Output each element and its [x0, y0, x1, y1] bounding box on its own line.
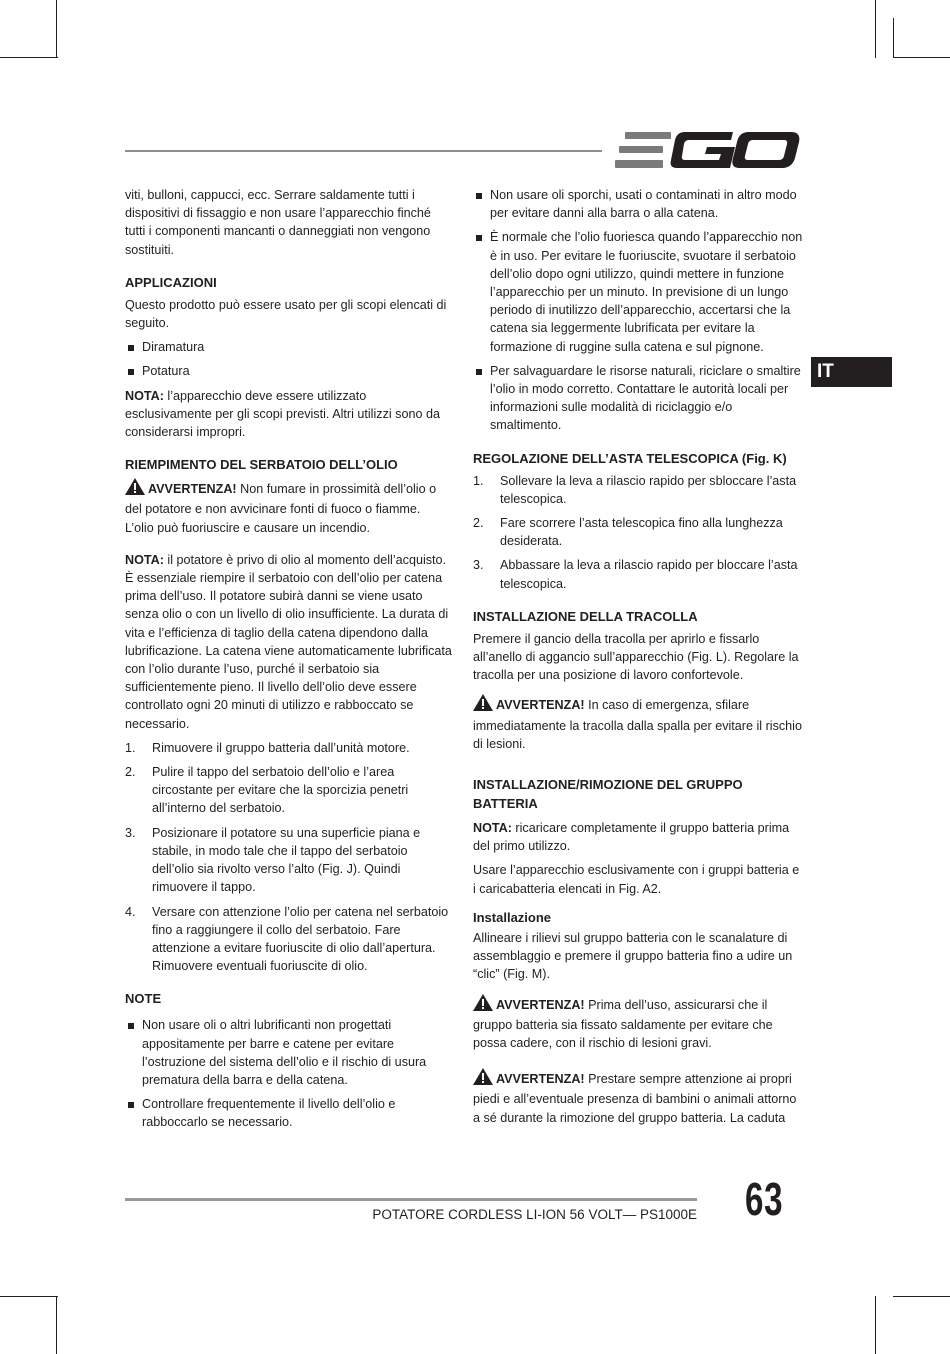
warning-text: Prestare sempre attenzione ai propri piedi e all’eventuale presenza di bambini o animali attorno a sé durante la rimozione del gruppo batteria. La caduta: [473, 1072, 797, 1125]
list-item: [125, 739, 452, 757]
note-list: [125, 1016, 452, 1131]
crop-mark: [875, 0, 876, 58]
note-label: NOTA:: [473, 821, 512, 836]
section-riempimento: [125, 455, 452, 975]
list-item: [125, 338, 452, 356]
list-item: [473, 228, 803, 355]
bullet-square-icon: [128, 369, 134, 375]
section-applicazioni: [125, 273, 452, 441]
right-column: [473, 186, 803, 1133]
installazione-text: Allineare i rilievi sul gruppo batteria con le scanalature di assemblaggio e premere il gruppo batteria fino a udire un “clic” (Fig. M).: [473, 930, 793, 982]
warning-triangle-icon: [473, 1068, 493, 1090]
applicazioni-text: Questo prodotto può essere usato per gli scopi elencati di seguito.: [125, 297, 447, 331]
crop-mark: [893, 1296, 950, 1297]
intro-paragraph: viti, bulloni, cappucci, ecc. Serrare saldamente tutti i dispositivi di fissaggio e non usare l’apparecchio finché tutti i componenti mancanti o danneggiati non vengono sostituiti.: [125, 188, 431, 257]
note-label: NOTA:: [125, 552, 164, 567]
note-text: il potatore è privo di olio al momento dell’acquisto. È essenziale riempire il serbatoio con dell’olio per catena prima dell’uso. Il potatore subirà danni se viene usato senza olio o con un livello di olio insufficiente. La durata di vita e l’efficienza di taglio della catena dipendono dalla lubrificazione. La catena viene automaticamente lubrificata con l’olio durante l’uso, purché il serbatoio sia sufficientemente pieno. Il livello dell’olio deve essere controllato ogni 20 minuti di utilizzo e rabboccato se necessario.: [125, 552, 452, 731]
step-number: 3.: [125, 825, 136, 840]
warning-label: AVVERTENZA!: [496, 997, 585, 1012]
crop-mark: [0, 57, 58, 58]
list-item-text: È normale che l’olio fuoriesca quando l’apparecchio non è in uso. Per evitare le fuoriuscite, svuotare il serbatoio dell’olio dopo ogni utilizzo, quindi mettere in funzione l’apparecchio per un minuto. In previsione di un lungo periodo di inutilizzo dell’apparecchio, accertarsi che la catena sia leggermente lubrificata per evitare la formazione di ruggine sulla catena e sul pignone.: [490, 230, 803, 354]
section-batteria: [473, 775, 803, 1127]
warning-triangle-icon: [473, 694, 493, 716]
step-number: 1.: [125, 740, 136, 755]
riempimento-steps: [125, 739, 452, 975]
riempimento-heading: RIEMPIMENTO DEL SERBATOIO DELL’OLIO: [125, 457, 398, 473]
header-rule: [125, 150, 602, 152]
list-item: [125, 824, 452, 897]
step-text: Sollevare la leva a rilascio rapido per sbloccare l’asta telescopica.: [500, 473, 797, 506]
ego-logo: [615, 128, 801, 172]
list-item-text: Diramatura: [142, 340, 205, 355]
step-text: Fare scorrere l’asta telescopica fino alla lunghezza desiderata.: [500, 516, 783, 549]
footer-title: POTATORE CORDLESS LI-ION 56 VOLT— PS1000E: [372, 1207, 697, 1222]
list-item-text: Controllare frequentemente il livello dell’olio e rabboccarlo se necessario.: [142, 1097, 396, 1130]
step-text: Versare con attenzione l’olio per catena nel serbatoio fino a raggiungere il collo del serbatoio. Fare attenzione a evitare fuoriuscite di olio dall’apertura. Rimuovere eventuali fuoriuscite di olio.: [152, 904, 449, 974]
warning-label: AVVERTENZA!: [148, 482, 237, 497]
note-heading: NOTE: [125, 991, 162, 1007]
crop-mark: [56, 1296, 57, 1354]
warning-triangle-icon: [473, 994, 493, 1016]
list-item: [473, 472, 803, 508]
step-number: 2.: [473, 516, 484, 531]
crop-mark: [893, 57, 950, 58]
left-column: [125, 186, 452, 1138]
step-number: 1.: [473, 473, 484, 488]
crop-mark: [875, 1296, 876, 1354]
regolazione-steps: [473, 472, 803, 593]
batteria-text: Usare l’apparecchio esclusivamente con i gruppi batteria e i caricabatteria elencati in Fig. A2.: [473, 863, 800, 896]
note-text: ricaricare completamente il gruppo batteria prima del primo utilizzo.: [473, 821, 790, 854]
list-item-text: Per salvaguardare le risorse naturali, riciclare o smaltire l’olio in modo corretto. Contattare le autorità locali per informazioni sulle modalità di riciclaggio e/o smaltimento.: [490, 363, 801, 433]
step-text: Pulire il tappo del serbatoio dell’olio e l’area circostante per evitare che la sporcizia penetri all’interno del serbatoio.: [152, 765, 409, 816]
step-text: Rimuovere il gruppo batteria dall’unità motore.: [152, 740, 410, 755]
step-number: 2.: [125, 765, 136, 780]
list-item: [125, 1016, 452, 1089]
list-item: [125, 903, 452, 976]
note-text: l’apparecchio deve essere utilizzato esclusivamente per gli scopi previsti. Altri utilizzi sono da considerarsi impropri.: [125, 388, 440, 440]
applicazioni-heading: APPLICAZIONI: [125, 274, 217, 290]
footer-rule: [125, 1198, 697, 1201]
list-item: [125, 1095, 452, 1131]
list-item-text: Potatura: [142, 364, 190, 379]
warning-label: AVVERTENZA!: [496, 698, 585, 713]
bullet-square-icon: [476, 235, 482, 241]
riempimento-note: [125, 551, 452, 733]
installazione-subheading: Installazione: [473, 909, 552, 925]
batteria-warning-2: [473, 1068, 803, 1127]
step-text: Posizionare il potatore su una superficie piana e stabile, in modo tale che il tappo del serbatoio dell’olio sia rivolto verso l’alto (Fig. J). Quindi rimuovere il tappo.: [152, 825, 421, 895]
language-tab: IT: [811, 357, 892, 387]
step-text: Abbassare la leva a rilascio rapido per bloccare l’asta telescopica.: [500, 558, 798, 591]
list-item: [473, 556, 803, 592]
note-label: NOTA:: [125, 388, 164, 403]
applicazioni-list: [125, 338, 452, 380]
batteria-heading: INSTALLAZIONE/RIMOZIONE DEL GRUPPO BATTERIA: [473, 777, 743, 812]
crop-mark: [893, 18, 894, 58]
list-item: [473, 514, 803, 550]
page-number: 63: [745, 1173, 784, 1225]
regolazione-heading: REGOLAZIONE DELL’ASTA TELESCOPICA (Fig. K): [473, 450, 787, 466]
riempimento-warning: [125, 478, 452, 537]
crop-mark: [0, 1296, 58, 1297]
tracolla-warning: [473, 694, 803, 753]
step-number: 4.: [125, 904, 136, 919]
list-item-text: Non usare oli sporchi, usati o contaminati in altro modo per evitare danni alla barra o alla catena.: [490, 188, 797, 221]
step-number: 3.: [473, 558, 484, 573]
list-item: [473, 186, 803, 222]
section-regolazione: [473, 449, 803, 593]
section-tracolla: [473, 607, 803, 753]
bullet-square-icon: [128, 345, 134, 351]
warning-text: In caso di emergenza, sfilare immediatamente la tracolla dalla spalla per evitare il rischio di lesioni.: [473, 698, 802, 751]
section-note: [125, 989, 452, 1131]
warning-text: Non fumare in prossimità dell’olio o del potatore e non avvicinare fonti di fuoco o fiamme. L’olio può fuoriuscire e causare un incendio.: [125, 482, 437, 535]
bullet-square-icon: [476, 193, 482, 199]
list-item: [473, 362, 803, 435]
bullet-square-icon: [476, 369, 482, 375]
list-item: [125, 362, 452, 380]
bullet-square-icon: [128, 1102, 134, 1108]
tracolla-text: Premere il gancio della tracolla per aprirlo e fissarlo all’anello di aggancio sull’apparecchio (Fig. L). Regolare la tracolla per una posizione di lavoro confortevole.: [473, 631, 799, 683]
batteria-note: [473, 819, 803, 855]
bullet-square-icon: [128, 1023, 134, 1029]
warning-label: AVVERTENZA!: [496, 1072, 585, 1087]
batteria-warning-1: [473, 994, 803, 1053]
oil-notes-list: [473, 186, 803, 435]
list-item-text: Non usare oli o altri lubrificanti non progettati appositamente per barre e catene per evitare l’ostruzione del sistema dell’olio e il rischio di usura prematura della barra e della catena.: [142, 1018, 427, 1087]
warning-text: Prima dell’uso, assicurarsi che il gruppo batteria sia fissato saldamente per evitare che possa cadere, con il rischio di lesioni gravi.: [473, 997, 773, 1050]
list-item: [125, 763, 452, 818]
warning-triangle-icon: [125, 478, 145, 500]
tracolla-heading: INSTALLAZIONE DELLA TRACOLLA: [473, 608, 698, 624]
crop-mark: [56, 0, 57, 58]
applicazioni-note: [125, 387, 452, 442]
